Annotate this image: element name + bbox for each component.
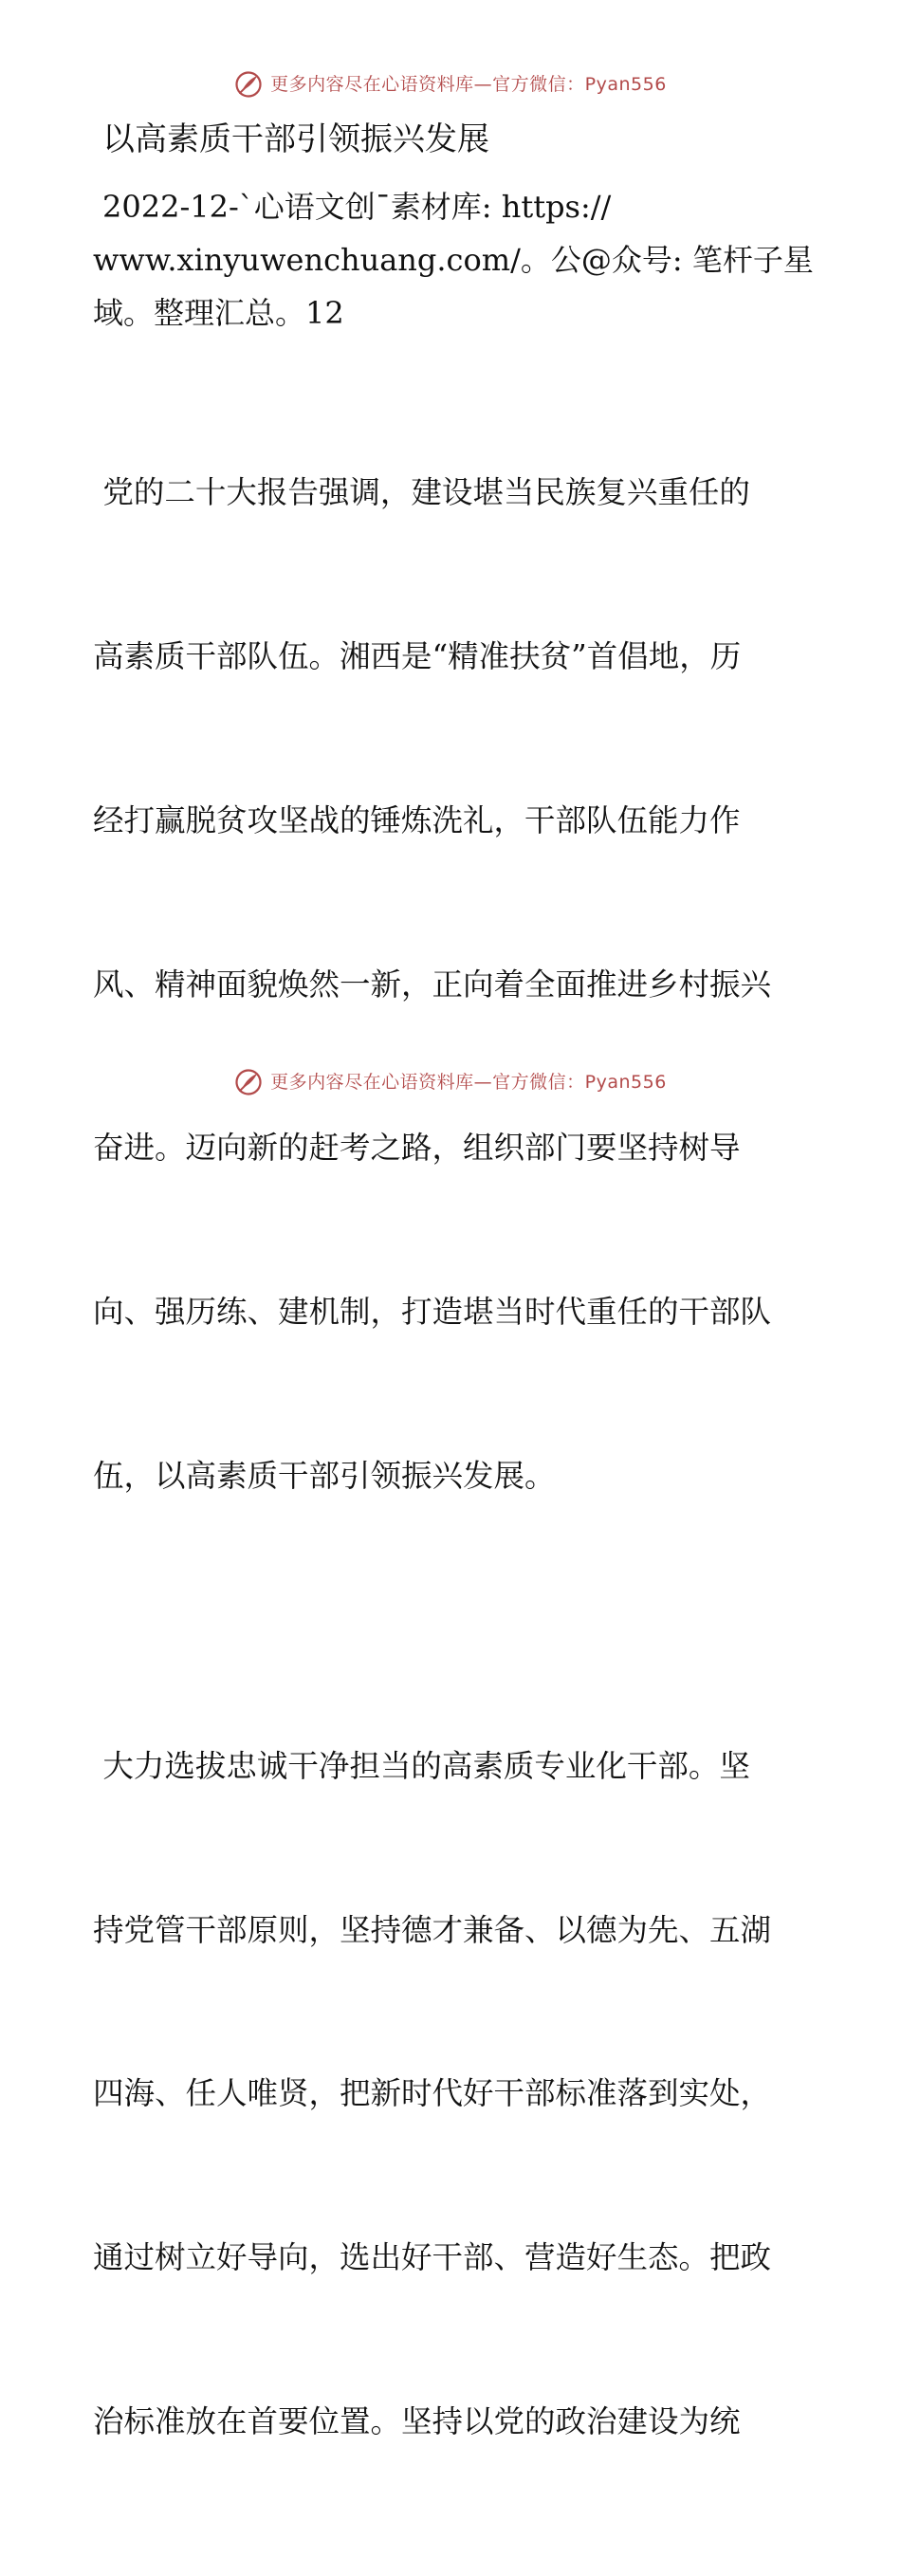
paragraph-line: 通过树立好导向，选出好干部、营造好生态。把政 bbox=[93, 2239, 772, 2276]
paragraph-line: 向、强历练、建机制，打造堪当时代重任的干部队 bbox=[93, 1294, 772, 1331]
paragraph-line: 经打赢脱贫攻坚战的锤炼洗礼，干部队伍能力作 bbox=[93, 801, 741, 838]
paragraph-1 bbox=[93, 357, 806, 1613]
feather-logo-icon bbox=[234, 70, 263, 99]
meta-line: www.xinyuwenchuang.com/。公@众号: 笔杆子星 bbox=[93, 242, 814, 278]
meta-line: 2022-12-`心语文创¯素材库: https:// bbox=[102, 189, 612, 225]
watermark-text: 更多内容尽在心语资料库—官方微信：Pyan556 bbox=[270, 1072, 667, 1093]
document-body bbox=[93, 112, 814, 2576]
paragraph-line: 四海、任人唯贤，把新时代好干部标准落到实处， bbox=[93, 2075, 772, 2112]
paragraph-line: 持党管干部原则，坚持德才兼备、以德为先、五湖 bbox=[93, 1911, 772, 1948]
paragraph-2 bbox=[93, 1630, 806, 2559]
paragraph-line: 高素质干部队伍。湘西是“精准扶贫”首倡地，历 bbox=[93, 637, 742, 674]
feather-logo-icon bbox=[234, 1068, 263, 1096]
paragraph-line: 治标准放在首要位置。坚持以党的政治建设为统 bbox=[93, 2402, 741, 2439]
meta-line: 域。整理汇总。12 bbox=[93, 295, 344, 331]
watermark-text: 更多内容尽在心语资料库—官方微信：Pyan556 bbox=[270, 74, 667, 95]
paragraph-line: 伍，以高素质干部引领振兴发展。 bbox=[93, 1457, 556, 1494]
paragraph-line: 党的二十大报告强调，建设堪当民族复兴重任的 bbox=[93, 474, 750, 511]
footer-watermark bbox=[0, 1068, 901, 1096]
paragraph-line: 大力选拔忠诚干净担当的高素质专业化干部。坚 bbox=[93, 1747, 750, 1784]
paragraph-line: 风、精神面貌焕然一新，正向着全面推进乡村振兴 bbox=[93, 966, 772, 1003]
document-title: 以高素质干部引领振兴发展 bbox=[102, 120, 489, 158]
paragraph-line: 奋进。迈向新的赶考之路，组织部门要坚持树导 bbox=[93, 1130, 741, 1167]
header-watermark bbox=[0, 70, 901, 99]
source-meta bbox=[93, 180, 814, 340]
